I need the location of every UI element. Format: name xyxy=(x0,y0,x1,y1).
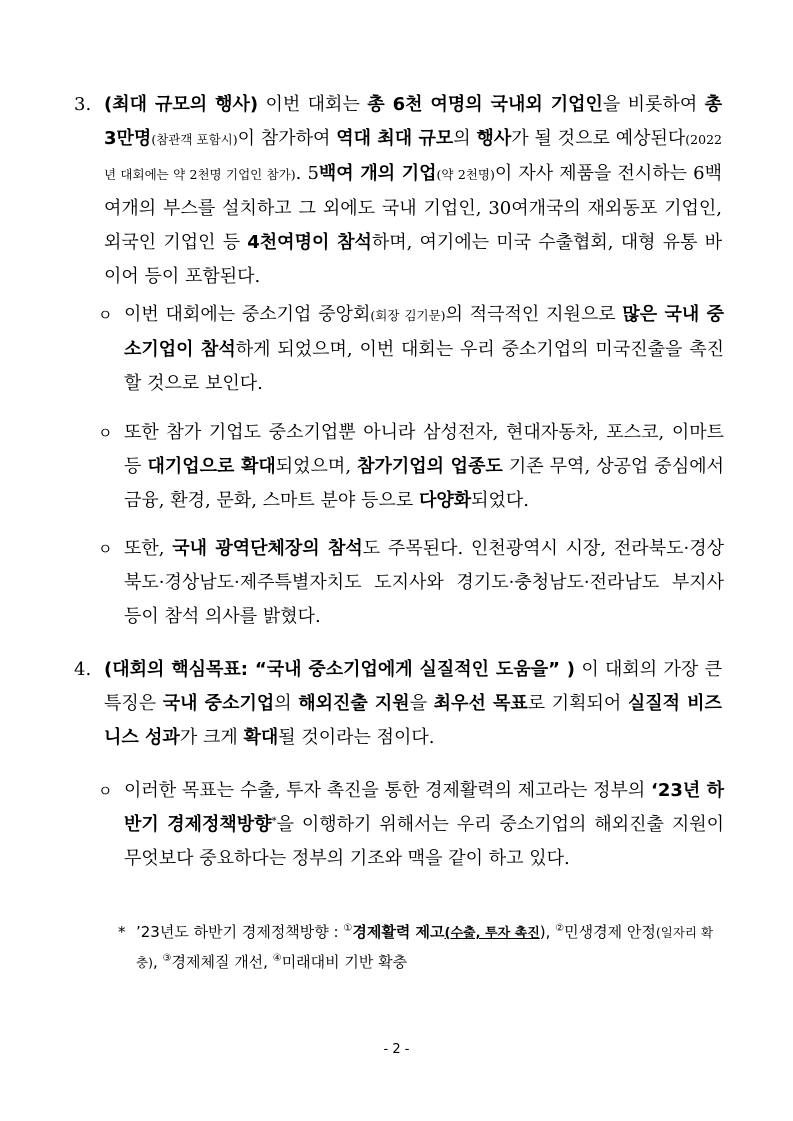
small-text: (일자리 확충) xyxy=(136,925,714,970)
text-run: 하게 되었으며, 이번 대회는 우리 중소기업의 미국진출을 촉진할 것으로 보인다. xyxy=(124,339,724,394)
small-text: (회장 김기문) xyxy=(370,308,446,323)
page-number: - 2 - xyxy=(383,1042,410,1057)
text-run: 이 대회의 가장 큰 특징은 xyxy=(104,659,722,714)
small-text: (2022년 대회에는 약 2천명 기업인 참가) xyxy=(104,132,722,182)
text-run: 가 크게 xyxy=(179,727,244,748)
small-text: (약 2천명) xyxy=(436,167,495,182)
text-run: 이번 대회는 xyxy=(258,94,368,115)
bullet-text xyxy=(124,774,724,876)
text-run: 의 적극적인 지원으로 xyxy=(445,304,623,325)
emphasis-text: 다양화 xyxy=(418,490,472,511)
footnote-marker: * xyxy=(118,923,126,941)
text-run: 또한, xyxy=(124,538,173,559)
emphasis-text: 확대 xyxy=(243,727,279,748)
bullet-text xyxy=(124,416,724,518)
bullet-marker: ㅇ xyxy=(98,782,113,800)
paragraph-text xyxy=(104,653,722,755)
footnote-marker: * xyxy=(271,816,277,827)
bullet-item xyxy=(96,416,724,518)
text-run: 될 것이라는 점이다. xyxy=(278,727,435,748)
section-number: 4. xyxy=(74,659,92,680)
underlined-text: (수출, 투자 촉진 xyxy=(444,926,540,941)
text-run: , xyxy=(152,953,163,971)
emphasis-text: 많은 국내 중소기업이 참석 xyxy=(124,304,724,360)
text-run: 이 참가하여 xyxy=(237,128,337,149)
emphasis-text: 대기업으로 확대 xyxy=(147,456,276,477)
emphasis-text: 4천여명이 참석 xyxy=(247,232,372,253)
text-run: 되었다. xyxy=(471,490,529,511)
bullet-marker: ㅇ xyxy=(98,424,113,442)
text-run: 의 xyxy=(453,128,477,149)
circled-number: ① xyxy=(343,923,353,934)
section-heading: (대회의 핵심목표: “국내 중소기업에게 실질적인 도움을” ) xyxy=(104,659,576,680)
emphasis-text: 총 6천 여명의 국내외 기업인 xyxy=(367,94,603,115)
text-run: 민생경제 안정 xyxy=(564,923,656,941)
text-run: 이 자사 제품을 전시하는 6백여개의 부스를 설치하고 그 외에도 국내 기업인, 30여개국의 재외동포 기업인, 외국인 기업인 등 xyxy=(104,163,722,253)
emphasis-text: 행사 xyxy=(476,128,512,149)
text-run: 하며, 여기에는 미국 수출협회, 대형 유통 바이어 등이 포함된다. xyxy=(104,232,722,287)
emphasis-text: 최우선 목표 xyxy=(433,693,528,714)
text-run: 의 xyxy=(274,693,299,714)
text-run: 가 될 것으로 예상된다 xyxy=(511,128,686,149)
section-3-paragraph xyxy=(74,88,722,294)
text-run: 또한 참가 기업도 중소기업뿐 아니라 삼성전자, 현대자동차, 포스코, 이마트 등 xyxy=(124,422,724,477)
text-run: 도 주목된다. 인천광역시 시장, 전라북도·경상북도·경상남도·제주특별자치도 도지사와 경기도·충청남도·전라남도 부지사 등이 참석 의사를 밝혔다. xyxy=(124,538,724,627)
emphasis-text: 해외진출 지원 xyxy=(298,693,410,714)
emphasis-text: ‘23년 하반기 경제정책방향 xyxy=(124,780,724,835)
text-run: ), xyxy=(539,923,556,941)
emphasis-text: 백여 개의 기업 xyxy=(318,163,437,184)
bullet-marker: ㅇ xyxy=(98,540,113,558)
text-run: 을 비롯하여 xyxy=(602,94,705,115)
emphasis-text: 역대 최대 규모 xyxy=(336,128,454,149)
footnote-text xyxy=(136,918,728,977)
bullet-text xyxy=(124,298,724,401)
footnote xyxy=(118,918,728,977)
circled-number: ④ xyxy=(272,953,282,964)
circled-number: ② xyxy=(555,923,565,934)
emphasis-text: 국내 중소기업 xyxy=(162,693,275,714)
emphasis-text: 국내 광역단체장의 참석 xyxy=(172,538,363,559)
text-run: 경제체질 개선, xyxy=(171,953,273,971)
section-heading: (최대 규모의 행사) xyxy=(104,94,259,115)
bullet-item xyxy=(96,532,724,634)
text-run: 미래대비 기반 확충 xyxy=(281,953,408,971)
bullet-marker: ㅇ xyxy=(98,306,113,324)
text-run: 을 xyxy=(409,693,434,714)
emphasis-text: 경제활력 제고 xyxy=(352,923,445,941)
text-run: 을 이행하기 위해서는 우리 중소기업의 해외진출 지원이 무엇보다 중요하다는 정부의 기조와 맥을 같이 하고 있다. xyxy=(124,814,724,869)
bullet-text xyxy=(124,532,724,634)
emphasis-text: 참가기업의 업종도 xyxy=(357,456,503,477)
section-4-paragraph xyxy=(74,653,722,755)
text-run: ’23년도 하반기 경제정책방향 : xyxy=(136,923,344,941)
small-text: (참관객 포함시) xyxy=(151,132,238,147)
bullet-item xyxy=(96,774,724,876)
emphasis-text: 실질적 비즈니스 성과 xyxy=(104,693,722,748)
text-run: . 5 xyxy=(295,163,319,184)
bullet-item xyxy=(96,298,724,401)
section-number: 3. xyxy=(74,94,92,115)
emphasis-text: 총 3만명 xyxy=(104,94,723,149)
text-run: 로 기획되어 xyxy=(527,693,628,714)
paragraph-text xyxy=(104,88,722,294)
text-run: 기존 무역, 상공업 중심에서 금융, 환경, 문화, 스마트 분야 등으로 xyxy=(124,456,724,511)
text-run: 이번 대회에는 중소기업 중앙회 xyxy=(124,304,371,325)
text-run: 이러한 목표는 수출, 투자 촉진을 통한 경제활력의 제고라는 정부의 xyxy=(124,780,652,801)
circled-number: ③ xyxy=(162,953,172,964)
text-run: 되었으며, xyxy=(275,456,358,477)
